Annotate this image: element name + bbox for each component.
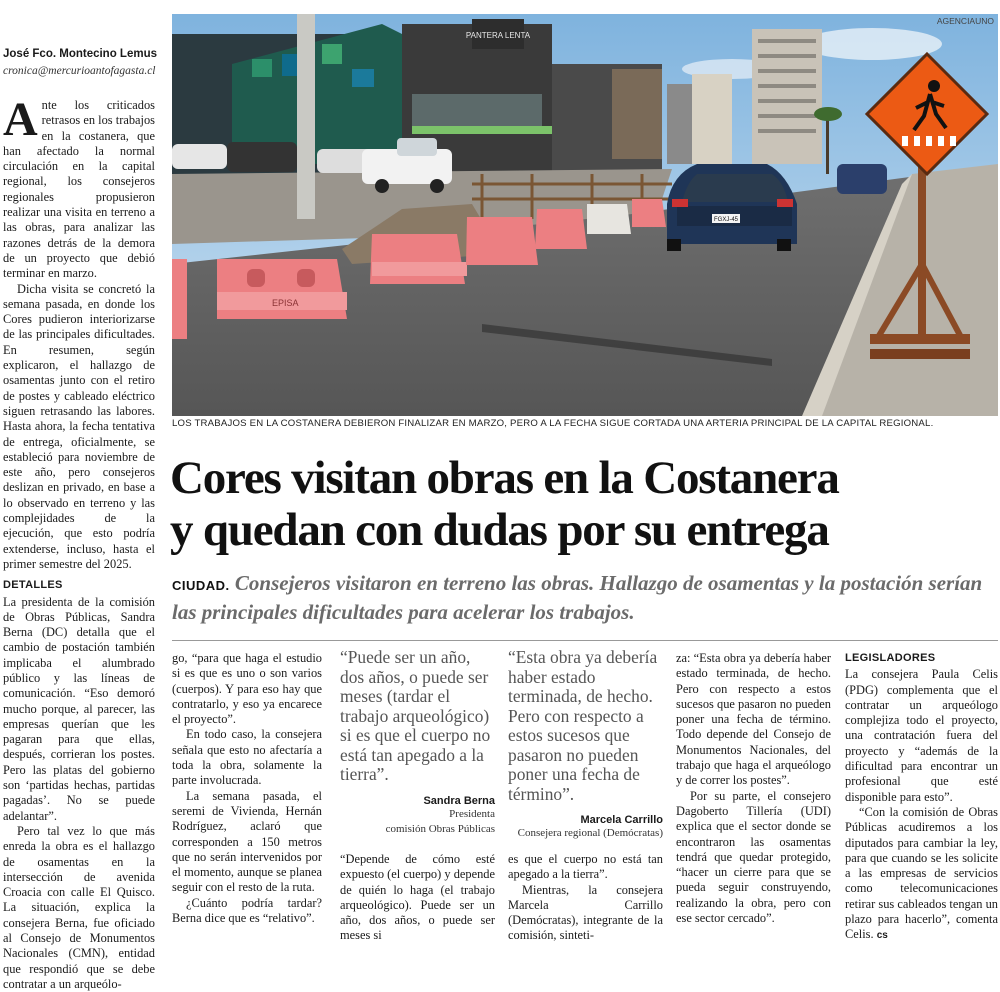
photo-caption: LOS TRABAJOS EN LA COSTANERA DEBIERON FINALIZAR EN MARZO, PERO A LA FECHA SIGUE CORTADA UNA ARTERIA PRINCIPAL DE LA CAPITAL REGIONAL. <box>172 418 934 429</box>
paragraph: La presidenta de la comisión de Obras Públicas, Sandra Berna (DC) detalla que el cambio de postación también implicaba el alumbrado público y las líneas de comunicación. “Eso demoró mucho porque, al parecer, las empresas querían que les pagaran para que ellas, después, corrieran los postes. Pero las platas del gobierno son ‘partidas hechas, partidas pagadas’. No se puede adelantar”. <box>3 594 155 823</box>
quote-role: Consejera regional (Demócratas) <box>517 827 663 839</box>
paragraph: Dicha visita se concretó la semana pasada, en donde los Cores pudieron interiorizarse de las principales dificultades. En resumen, según explicaron, el hallazgo de osamentas junto con el retiro de postes y cableado eléctrico siguen retrasando las labores. Hasta ahora, la fecha tentativa de entrega, oficialmente, se estableció para noviembre de este año, pero consejeros deslizan en privado, en base a lo observado en terreno y las complejidades de la ejecución, que esto podría extenderse, incluso, hasta el primer semestre del 2025. <box>3 281 155 571</box>
paragraph: go, “para que haga el estudio si es que es uno o son varios (cuerpos). Y para eso hay que contratarlo, y eso ya encarece el proyecto”. <box>172 651 322 727</box>
end-mark: cs <box>876 930 888 942</box>
license-plate-text: FGXJ-45 <box>713 217 739 223</box>
quote-text: “Puede ser un año, dos años, o puede ser meses (tardar el trabajo arqueológico) si es que el cuerpo no está tan apegado a la tierra”. <box>340 647 491 784</box>
paragraph: Mientras, la consejera Marcela Carrillo (Demócratas), integrante de la comisión, sinteti- <box>508 882 663 943</box>
headline-line-1: Cores visitan obras en la Costanera <box>170 452 839 504</box>
article-column-6 <box>845 651 998 944</box>
quote-author: Marcela Carrillo <box>580 814 663 826</box>
deck-divider <box>172 640 998 641</box>
sedan-car <box>667 164 797 251</box>
author-name: José Fco. Montecino Lemus <box>3 48 157 60</box>
street-construction-photo <box>172 14 998 416</box>
intro-paragraph: Ante los criticados retrasos en los trabajos en la costanera, que han afectado la normal circulación en la capital regional, los consejeros regionales propusieron realizar una visita en terreno a las obras, para analizar las razones detrás de la demora de un proyecto que debió terminar en marzo. <box>3 93 155 281</box>
paragraph: La semana pasada, el seremi de Vivienda, Hernán Rodríguez, aclaró que corresponden a 150 metros que no serán intervenidos por el momento, aunque se planea seguir con el resto de la ruta. <box>172 788 322 895</box>
paragraph: ¿Cuánto podría tardar? Berna dice que es “relativo”. <box>172 895 322 926</box>
headline <box>170 452 1000 556</box>
headline-line-2: y quedan con dudas por su entrega <box>170 504 829 556</box>
article-column-3 <box>340 852 495 944</box>
barrier-text: EPISA <box>272 298 299 308</box>
subheading-legisladores: LEGISLADORES <box>845 652 936 664</box>
quote-text: “Esta obra ya debería haber estado terminada, de hecho. Pero con respecto a estos sucesos que pasaron no pueden poner una fecha de término”. <box>508 647 658 804</box>
store-sign-text: PANTERA LENTA <box>465 31 531 40</box>
paragraph: “Depende de cómo esté expuesto (el cuerpo) y depende de quién lo haga (el trabajo arqueológico). Puede ser un año, dos años, o puede ser meses si <box>340 852 495 943</box>
author-email[interactable]: cronica@mercurioantofagasta.cl <box>3 65 156 77</box>
drop-cap: A <box>3 93 38 146</box>
paragraph: es que el cuerpo no está tan apegado a la tierra”. <box>508 852 663 882</box>
article-column-2 <box>172 651 322 926</box>
paragraph: Pero tal vez lo que más enreda la obra es el hallazgo de osamentas en la intersección de avenida Croacia con calle El Quisco. La situación, explica la consejera Berna, fue oficiado al Consejo de Monumentos Nacionales (CMN), entidad que respondió que se debe contratar a un arqueólo- <box>3 823 155 991</box>
paragraph: Por su parte, el consejero Dagoberto Tillería (UDI) explica que el sector donde se encontraron las osamentas tendrá que quedar protegido, “hacer un cierre para que se pueda seguir construyendo, realizando la obra, pero con ese sector cercado”. <box>676 788 831 926</box>
quote-role: comisión Obras Públicas <box>385 822 495 835</box>
article-photo <box>172 14 998 416</box>
deck-text: Consejeros visitaron en terreno las obras. Hallazgo de osamentas y la postación serían las principales dificultades para acelerar los trabajos. <box>172 571 983 624</box>
section-tag: CIUDAD. <box>172 578 230 593</box>
photo-credit: AGENCIAUNO <box>936 16 994 26</box>
quote-role: Presidenta <box>449 807 495 820</box>
article-column-1 <box>3 93 155 992</box>
pull-quote-berna <box>340 648 495 837</box>
article-column-5 <box>676 651 831 926</box>
paragraph: “Con la comisión de Obras Públicas acudiremos a los diputados para cambiar la ley, para que cuando se les solicite a las empresas de servicios como telecomunicaciones retirar sus cableados tengan un plazo para hacerlo”, comenta Celis. cs <box>845 804 998 942</box>
paragraph: En todo caso, la consejera señala que esto no afectaría a toda la obra, solamente la parte involucrada. <box>172 727 322 788</box>
pull-quote-carrillo <box>508 648 663 841</box>
deck <box>172 570 998 626</box>
article-column-4 <box>508 852 663 944</box>
subheading-detalles: DETALLES <box>3 579 63 592</box>
paragraph: za: “Esta obra ya debería haber estado terminada, de hecho. Pero con respecto a estos sucesos que pasaron no pueden poner una fecha de término. Todo depende del Consejo de Monumentos Nacionales, del trabajo que haga el arqueólogo y de correr los postes”. <box>676 651 831 788</box>
paragraph: La consejera Paula Celis (PDG) complementa que el contratar un arqueólogo complejiza todo el proyecto, una contratación fuera del proyecto y “además de la dificultad para encontrar un profesional que esté disponible para esto”. <box>845 667 998 804</box>
quote-author: Sandra Berna <box>423 794 495 807</box>
